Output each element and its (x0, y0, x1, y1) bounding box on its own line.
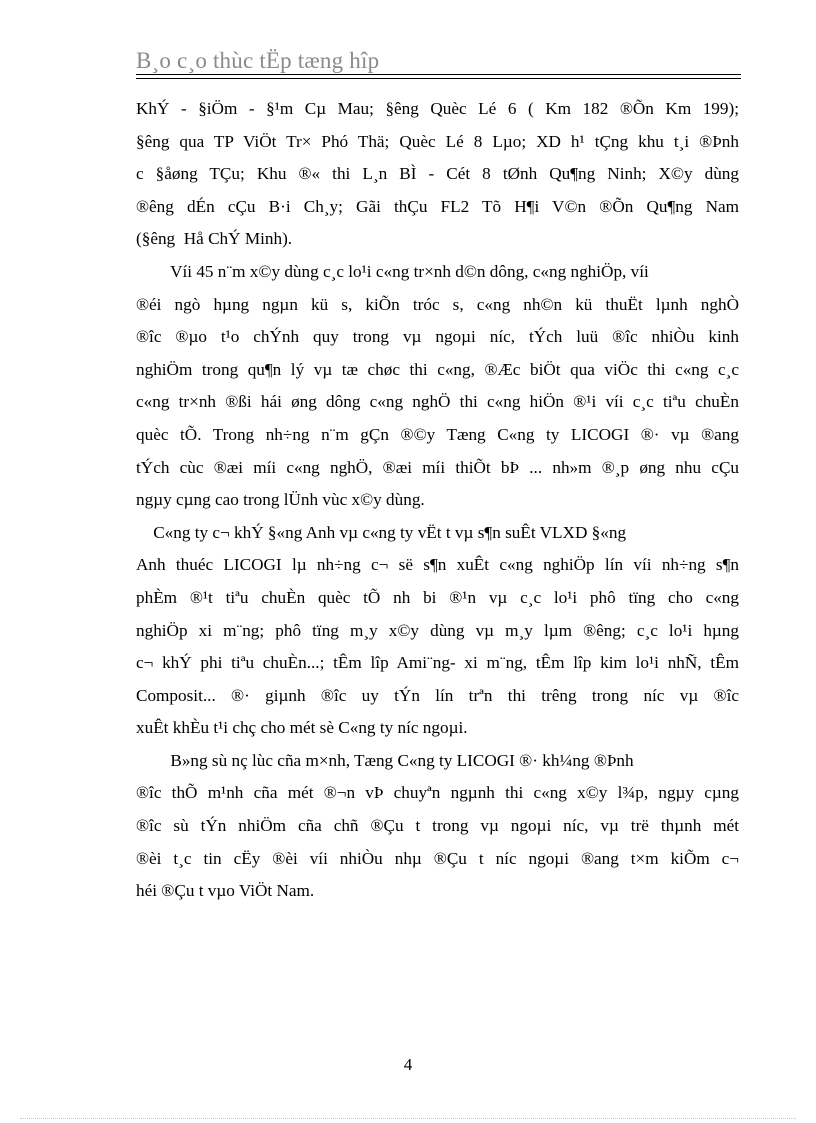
text-line: ®êng dÉn cÇu B·i Ch¸y; Gãi thÇu FL2 Tõ H¶i V©n ®Õn Qu¶ng Nam (136, 196, 739, 216)
text-line: B»ng sù nç lùc cña m×nh, Tæng C«ng ty LICOGI ®· kh¼ng ®Þnh (136, 750, 634, 770)
text-line: héi ®Çu t vµo ViÖt Nam. (136, 881, 315, 901)
text-line: KhÝ - §iÖm - §¹m Cµ Mau; §êng Quèc Lé 6 ( Km 182 ®Õn Km 199); (136, 99, 739, 118)
text-line: tÝch cùc ®æi míi c«ng nghÖ, ®æi míi thiÕt bÞ ... nh»m ®¸p øng nhu cÇu (136, 457, 739, 477)
text-line: ®îc thÕ m¹nh cña mét ®¬n vÞ chuyªn ngµnh thi c«ng x©y l¾p, ngµy cµng (136, 783, 739, 803)
text-line: ®éi ngò hµng ngµn kü s, kiÕn tróc s, c«ng nh©n kü thuËt lµnh nghÒ (136, 294, 739, 314)
text-line: nghiÖp xi m¨ng; phô tïng m¸y x©y dùng vµ m¸y lµm ®êng; c¸c lo¹i hµng (136, 620, 739, 640)
text-line: Anh thuéc LICOGI lµ nh÷ng c¬ së s¶n xuÊt c«ng nghiÖp lín víi nh÷ng s¶n (136, 555, 739, 575)
page-bottom-border (20, 1118, 796, 1119)
text-line: xuÊt khÈu t¹i chç cho mét sè C«ng ty níc ngoµi. (136, 718, 468, 738)
body-text (136, 93, 739, 908)
text-line: ®îc sù tÝn nhiÖm cña chñ ®Çu t trong vµ ngoµi níc, vµ trë thµnh mét (136, 816, 739, 836)
header-rule-thin (136, 78, 741, 79)
text-line: c«ng tr×nh ®ßi hái øng dông c«ng nghÖ thi c«ng hiÖn ®¹i víi c¸c tiªu chuÈn (136, 392, 739, 412)
text-line: ngµy cµng cao trong lÜnh vùc x©y dùng. (136, 490, 425, 510)
text-line: (§êng Hå ChÝ Minh). (136, 229, 293, 249)
running-header-title: B¸o c¸o thùc tËp tæng hîp (136, 48, 380, 73)
text-line: phÈm ®¹t tiªu chuÈn quèc tÕ nh bi ®¹n vµ c¸c lo¹i phô tïng cho c«ng (136, 587, 739, 607)
text-line: Víi 45 n¨m x©y dùng c¸c lo¹i c«ng tr×nh d©n dông, c«ng nghiÖp, víi (136, 261, 649, 281)
text-line: Composit... ®· giµnh ®îc uy tÝn lín trªn thi trêng trong níc vµ ®îc (136, 685, 739, 705)
page-number: 4 (403, 1055, 413, 1074)
text-line: ®èi t¸c tin cËy ®èi víi nhiÒu nhµ ®Çu t níc ngoµi ®ang t×m kiÕm c¬ (136, 848, 739, 868)
text-line: c¬ khÝ phi tiªu chuÈn...; tÊm lîp Ami¨ng- xi m¨ng, tÊm lîp kim lo¹i nhÑ, tÊm (136, 653, 739, 673)
text-line: quèc tÕ. Trong nh÷ng n¨m gÇn ®©y Tæng C«ng ty LICOGI ®· vµ ®ang (136, 424, 739, 444)
text-line: ®îc ®µo t¹o chÝnh quy trong vµ ngoµi níc, tÝch luü ®îc nhiÒu kinh (136, 327, 739, 347)
text-line: §êng qua TP ViÖt Tr× Phó Thä; Quèc Lé 8 Lµo; XD h¹ tÇng khu t¸i ®Þnh (136, 131, 739, 151)
text-line: C«ng ty c¬ khÝ §«ng Anh vµ c«ng ty vËt t vµ s¶n suÊt VLXD §«ng (136, 522, 627, 542)
header-rule-thick (136, 74, 741, 75)
text-line: c §åøng TÇu; Khu ®« thi L¸n BÌ - Cét 8 tØnh Qu¶ng Ninh; X©y dùng (136, 164, 739, 184)
text-line: nghiÖm trong qu¶n lý vµ tæ chøc thi c«ng, ®Æc biÖt qua viÖc thi c«ng c¸c (136, 359, 739, 379)
